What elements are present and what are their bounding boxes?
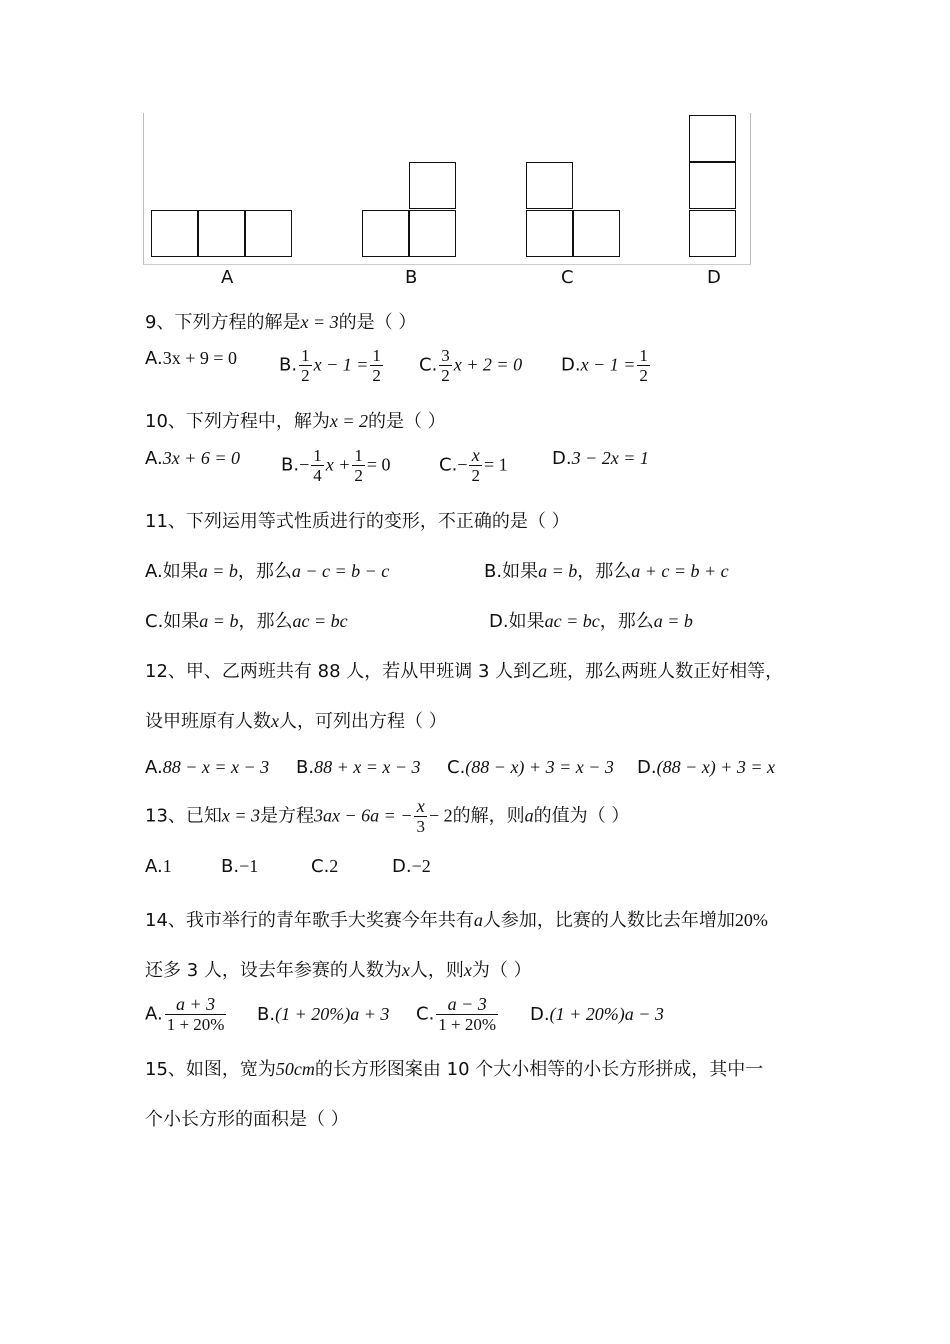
figure-left-border	[143, 113, 144, 265]
q15-stem-line2: 个小长方形的面积是（ ）	[145, 1109, 349, 1130]
q9-stem: 9、下列方程的解是x = 3的是（ ）	[145, 312, 417, 333]
q14-stem-line1: 14、我市举行的青年歌手大奖赛今年共有a人参加，比赛的人数比去年增加20%	[145, 910, 768, 931]
options-figure	[143, 113, 753, 293]
q13-option-b[interactable]: B.−1	[221, 856, 259, 877]
q12-option-d[interactable]: D.(88 − x) + 3 = x	[637, 757, 775, 778]
q14-option-c[interactable]: C. $\frac{a - 3}{1 + 20\%}$	[416, 994, 497, 1034]
q13-option-d[interactable]: D.−2	[392, 856, 431, 877]
q12-stem-line2: 设甲班原有人数x人，可列出方程（ ）	[145, 711, 447, 732]
figure-label-c: C	[561, 267, 574, 288]
q10-option-d[interactable]: D.3 − 2x = 1	[552, 448, 649, 469]
q12-option-a[interactable]: A.88 − x = x − 3	[145, 757, 270, 778]
figure-label-b: B	[405, 267, 418, 288]
q9-option-d[interactable]: D.x − 1 = $\frac{1}{2}$	[561, 346, 648, 385]
figure-bottom-border	[143, 264, 751, 265]
q11-option-a[interactable]: A.如果a = b，那么a − c = b − c	[145, 561, 390, 582]
q11-stem: 11、下列运用等式性质进行的变形，不正确的是（ ）	[145, 511, 570, 532]
q10-option-c[interactable]: C.− $\frac{x}{2}$ = 1	[439, 445, 508, 485]
q13-stem: 13、已知x = 3是方程3ax − 6a = − $\frac{x}{3}$ − 2的解，则a的值为（ ）	[145, 796, 630, 836]
q12-stem-line1: 12、甲、乙两班共有 88 人，若从甲班调 3 人到乙班，那么两班人数正好相等，	[145, 661, 784, 682]
q11-option-b[interactable]: B.如果a = b，那么a + c = b + c	[484, 561, 729, 582]
q12-option-c[interactable]: C.(88 − x) + 3 = x − 3	[447, 757, 614, 778]
q10-option-a[interactable]: A.3x + 6 = 0	[145, 448, 241, 469]
q13-option-a[interactable]: A.1	[145, 856, 172, 877]
q11-option-d[interactable]: D.如果ac = bc，那么a = b	[489, 611, 693, 632]
q9-option-b[interactable]: B. $\frac{1}{2}$ x − 1 = $\frac{1}{2}$	[279, 346, 381, 385]
q14-option-a[interactable]: A. $\frac{a + 3}{1 + 20\%}$	[145, 994, 225, 1034]
q10-option-b[interactable]: B.− $\frac{1}{4}$ x + $\frac{1}{2}$ = 0	[281, 446, 391, 485]
q14-stem-line2: 还多 3 人，设去年参赛的人数为x人，则x为（ ）	[145, 960, 532, 981]
q9-option-a[interactable]: A.3x + 9 = 0	[145, 348, 238, 369]
q14-option-b[interactable]: B.(1 + 20%)a + 3	[257, 1004, 390, 1025]
figure-label-a: A	[221, 267, 234, 288]
q9-option-c[interactable]: C. $\frac{3}{2}$ x + 2 = 0	[419, 346, 523, 385]
q10-stem: 10、下列方程中，解为x = 2的是（ ）	[145, 411, 446, 432]
figure-label-d: D	[707, 267, 721, 288]
q11-option-c[interactable]: C.如果a = b，那么ac = bc	[145, 611, 348, 632]
q13-option-c[interactable]: C.2	[311, 856, 339, 877]
q15-stem-line1: 15、如图，宽为50cm的长方形图案由 10 个大小相等的小长方形拼成，其中一	[145, 1059, 764, 1080]
q14-option-d[interactable]: D.(1 + 20%)a − 3	[530, 1004, 664, 1025]
figure-right-border	[750, 113, 751, 265]
q12-option-b[interactable]: B.88 + x = x − 3	[296, 757, 421, 778]
